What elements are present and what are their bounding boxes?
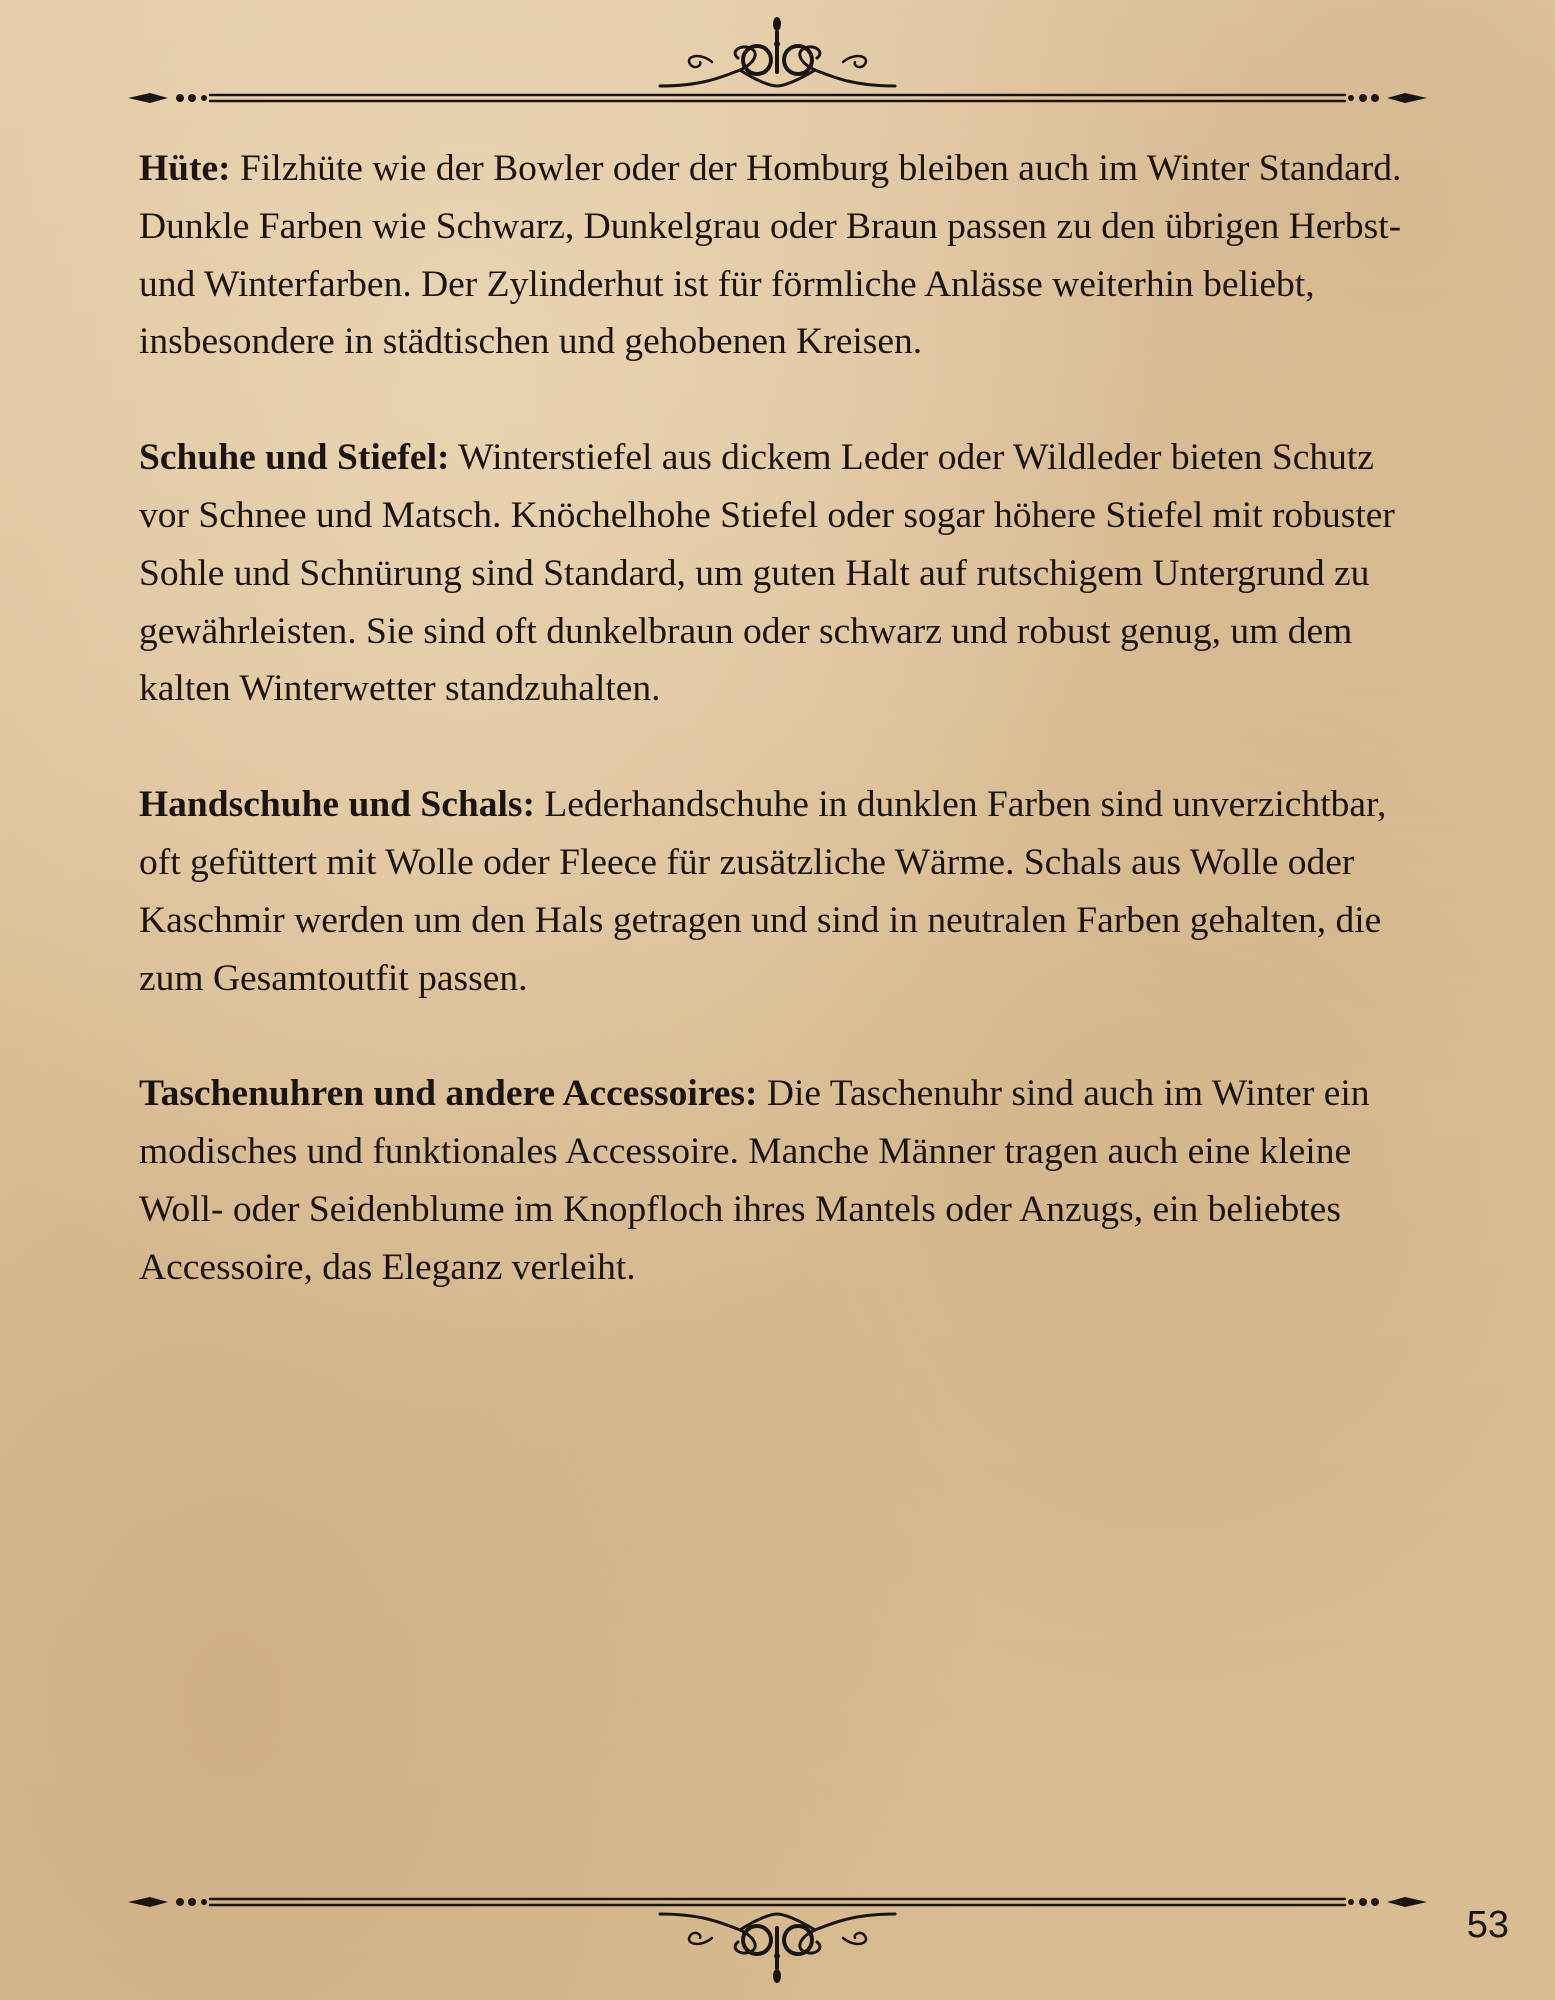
section-pocket-watches <box>139 1065 1409 1296</box>
section-heading: Taschenuhren und andere Accessoires: <box>139 1073 758 1115</box>
section-text: Filzhüte wie der Bowler oder der Homburg bleiben auch im Winter Standard. Dunkle Farben wie Schwarz, Dunkelgrau oder Braun passen zu den übrigen Herbst- und Winterfarben. Der Zylinderhut ist für förmliche Anlässe weiterhin beliebt, insbesondere in städtischen und gehobenen Kreisen. <box>139 148 1402 363</box>
section-gloves-scarves <box>139 776 1409 1007</box>
section-hats <box>139 140 1409 371</box>
section-heading: Schuhe und Stiefel: <box>139 437 450 479</box>
section-text: Winterstiefel aus dickem Leder oder Wildleder bieten Schutz vor Schnee und Matsch. Knöchelhohe Stiefel oder sogar höhere Stiefel mit robuster Sohle und Schnürung sind Standard, um guten Halt auf rutschigem Untergrund zu gewährleisten. Sie sind oft dunkelbraun oder schwarz und robust genug, um dem kalten Winterwetter standzuhalten. <box>139 437 1395 710</box>
section-heading: Hüte: <box>139 148 231 189</box>
top-ornament-divider <box>0 0 1555 120</box>
bottom-ornament-divider <box>0 1880 1555 2000</box>
page-number: 53 <box>1466 1904 1509 1946</box>
section-heading: Handschuhe und Schals: <box>139 784 536 826</box>
section-text: Lederhandschuhe in dunklen Farben sind unverzichtbar, oft gefüttert mit Wolle oder Fleece für zusätzliche Wärme. Schals aus Wolle oder Kaschmir werden um den Hals getragen und sind in neutralen Farben gehalten, die zum Gesamtoutfit passen. <box>139 784 1387 999</box>
section-text: Die Taschenuhr sind auch im Winter ein modisches und funktionales Accessoire. Manche Männer tragen auch eine kleine Woll- oder Seidenblume im Knopfloch ihres Mantels oder Anzugs, ein beliebtes Accessoire, das Eleganz verleiht. <box>139 1073 1370 1288</box>
body-text <box>139 140 1409 1355</box>
section-shoes-boots <box>139 429 1409 718</box>
